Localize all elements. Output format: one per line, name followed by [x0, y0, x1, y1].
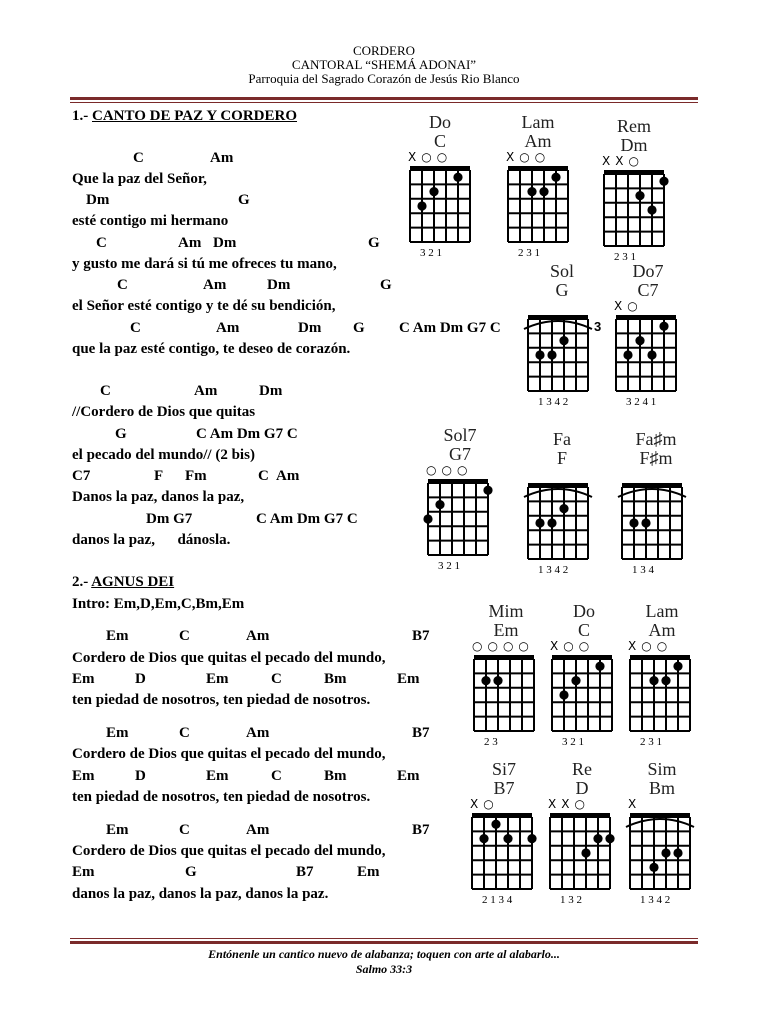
- chord-label: C: [271, 671, 282, 687]
- chord-finger-dot: [659, 322, 668, 331]
- chord-finger-dot: [479, 834, 488, 843]
- song1-lyric-l3: y gusto me dará si tú me ofreces tu mano,: [72, 256, 337, 272]
- chord-finger-dot: [647, 350, 656, 359]
- song1-lyric-l1: Que la paz del Señor,: [72, 171, 207, 187]
- song1-lyric-l5: que la paz esté contigo, te deseo de corazón.: [72, 341, 351, 357]
- chord-label: G: [238, 192, 250, 208]
- chord-finger-numbers: 3 2 1: [420, 247, 442, 259]
- chord-finger-numbers: 2 3: [484, 736, 498, 748]
- chord-label: C: [179, 822, 190, 838]
- chord-grid: [626, 602, 716, 752]
- chord-finger-dot: [661, 676, 670, 685]
- chord-nut: [630, 813, 690, 818]
- chord-finger-dot: [595, 662, 604, 671]
- chord-finger-dot: [571, 676, 580, 685]
- chord-finger-dot: [547, 518, 556, 527]
- song2-lyric-b1: ten piedad de nosotros, ten piedad de nosotros.: [72, 692, 371, 708]
- song1-heading: [72, 107, 297, 125]
- chord-nut: [474, 655, 534, 660]
- chord-finger-numbers: 2 3 1: [614, 251, 636, 263]
- chord-finger-dot: [647, 205, 656, 214]
- chord-nut: [552, 655, 612, 660]
- chord-name-english: F: [556, 448, 567, 468]
- header-title: CORDERO: [352, 43, 416, 58]
- chord-open-muted-markers: X○: [614, 299, 643, 313]
- chord-label: Bm: [324, 671, 347, 687]
- chord-open-muted-markers: X○○: [408, 150, 453, 164]
- chord-label: G: [115, 426, 127, 442]
- chord-finger-dot: [491, 820, 500, 829]
- chord-finger-dot: [673, 662, 682, 671]
- chord-grid: [404, 113, 494, 263]
- chord-label: G: [353, 320, 365, 336]
- chord-label: Em: [106, 725, 129, 741]
- chord-open-muted-markers: ○○○: [426, 463, 473, 477]
- chord-finger-dot: [661, 848, 670, 857]
- chord-finger-dot: [547, 350, 556, 359]
- chord-diagram-do7: [612, 262, 702, 412]
- chord-label: C: [258, 468, 269, 484]
- song2-number: 2.-: [72, 574, 89, 590]
- chord-name-spanish: Fa♯m: [635, 429, 677, 449]
- chord-label: Dm: [213, 235, 237, 251]
- chord-diagram-do: [404, 113, 494, 263]
- chord-finger-dot: [623, 350, 632, 359]
- chord-label: C: [130, 320, 141, 336]
- chord-finger-dot: [453, 173, 462, 182]
- chord-label: Em: [106, 628, 129, 644]
- chord-finger-dot: [581, 848, 590, 857]
- chord-finger-dot: [535, 350, 544, 359]
- chord-nut: [550, 813, 610, 818]
- song1-lyric-l4: el Señor esté contigo y te dé su bendición,: [72, 298, 336, 314]
- chord-grid: [526, 430, 616, 580]
- chord-open-muted-markers: X○○: [550, 639, 595, 653]
- chord-finger-dot: [483, 486, 492, 495]
- chord-label: Em: [72, 864, 95, 880]
- song1-title: CANTO DE PAZ Y CORDERO: [92, 108, 298, 124]
- chord-name-spanish: Fa: [553, 429, 571, 449]
- chord-open-muted-markers: X○○: [506, 150, 551, 164]
- chord-label: Em: [206, 768, 229, 784]
- chord-name-english: B7: [493, 778, 515, 798]
- chord-label: Em: [106, 822, 129, 838]
- chord-label: Am: [203, 277, 227, 293]
- chord-finger-dot: [635, 191, 644, 200]
- song1-lyric-l9: Danos la paz, danos la paz,: [72, 489, 245, 505]
- chord-nut: [616, 315, 676, 320]
- chord-name-spanish: Re: [572, 759, 592, 779]
- footer-rule-thick: [70, 941, 698, 944]
- chord-label: G: [368, 235, 380, 251]
- chord-label: C: [96, 235, 107, 251]
- chord-name-english: C: [433, 131, 446, 151]
- chord-finger-dot: [659, 177, 668, 186]
- footer-rule-thin: [70, 938, 698, 939]
- song2-heading: [72, 573, 174, 591]
- chord-nut: [622, 483, 682, 488]
- chord-label: C Am Dm G7 C: [196, 426, 298, 442]
- chord-finger-dot: [559, 336, 568, 345]
- chord-finger-dot: [423, 514, 432, 523]
- chord-finger-dot: [417, 201, 426, 210]
- chord-label: Dm: [86, 192, 110, 208]
- chord-fret-number: 3: [594, 319, 602, 334]
- chord-barre: [524, 489, 592, 497]
- chord-grid: [546, 760, 636, 910]
- chord-label: B7: [412, 725, 430, 741]
- song2-title: AGNUS DEI: [91, 574, 175, 590]
- chord-label: C: [271, 768, 282, 784]
- chord-open-muted-markers: XX○: [548, 797, 590, 811]
- chord-open-muted-markers: X○○: [628, 639, 673, 653]
- chord-name-spanish: Do: [573, 601, 595, 621]
- chord-label: D: [135, 671, 146, 687]
- chord-finger-dot: [435, 500, 444, 509]
- chord-finger-dot: [641, 518, 650, 527]
- chord-grid: [526, 262, 616, 412]
- chord-name-english: Am: [524, 131, 552, 151]
- chord-label: Em: [72, 768, 95, 784]
- chord-open-muted-markers: XX○: [602, 154, 644, 168]
- chord-label: Em: [206, 671, 229, 687]
- chord-finger-numbers: 1 3 4 2: [538, 564, 569, 576]
- chord-name-english: Bm: [648, 778, 675, 798]
- chord-finger-dot: [535, 518, 544, 527]
- chord-name-spanish: Sol7: [443, 425, 477, 445]
- chord-diagram-fa: [526, 430, 616, 580]
- chord-finger-numbers: 1 3 4 2: [640, 894, 671, 906]
- chord-nut: [604, 170, 664, 175]
- chord-finger-dot: [429, 187, 438, 196]
- chord-finger-dot: [605, 834, 614, 843]
- chord-label: C: [133, 150, 144, 166]
- chord-label: C: [100, 383, 111, 399]
- chord-finger-numbers: 3 2 1: [562, 736, 584, 748]
- chord-label: G: [185, 864, 197, 880]
- chord-finger-numbers: 1 3 2: [560, 894, 582, 906]
- chord-label: Dm: [298, 320, 322, 336]
- chord-grid: [548, 602, 638, 752]
- song1-lyric-l10: danos la paz, dánosla.: [72, 532, 231, 548]
- chord-diagram-sol: [526, 262, 616, 412]
- chord-label: Dm: [259, 383, 283, 399]
- chord-name-spanish: Rem: [617, 116, 651, 136]
- chord-diagram-sol7: [424, 426, 514, 576]
- chord-label: Am: [210, 150, 234, 166]
- chord-label: Em: [397, 768, 420, 784]
- song1-lyric-l7: el pecado del mundo// (2 bis): [72, 447, 255, 463]
- chord-diagram-do: [548, 602, 638, 752]
- chord-name-english: F♯m: [639, 448, 673, 468]
- chord-label: Am: [216, 320, 240, 336]
- footer-verse: Entónenle un cantico nuevo de alabanza; toquen con arte al alabarlo...: [208, 947, 560, 961]
- chord-label: Am: [276, 468, 300, 484]
- chord-finger-dot: [629, 518, 638, 527]
- chord-diagram-re: [546, 760, 636, 910]
- chord-finger-numbers: 2 3 1: [640, 736, 662, 748]
- chord-label: C Am Dm G7 C: [256, 511, 358, 527]
- chord-label: Am: [194, 383, 218, 399]
- song2-lyric-b2: ten piedad de nosotros, ten piedad de nosotros.: [72, 789, 371, 805]
- chord-finger-dot: [539, 187, 548, 196]
- chord-grid: [620, 430, 710, 580]
- song1-number: 1.-: [72, 108, 89, 124]
- chord-name-english: G: [555, 280, 569, 300]
- chord-label: Am: [178, 235, 202, 251]
- chord-nut: [428, 479, 488, 484]
- chord-label: Em: [357, 864, 380, 880]
- song2-intro: Intro: Em,D,Em,C,Bm,Em: [72, 596, 245, 612]
- chord-diagram-si7: [468, 760, 558, 910]
- chord-name-english: C7: [637, 280, 659, 300]
- song2-lyric-a2: Cordero de Dios que quitas el pecado del mundo,: [72, 746, 386, 762]
- chord-label: Am: [246, 725, 270, 741]
- chord-finger-dot: [649, 863, 658, 872]
- chord-finger-dot: [527, 187, 536, 196]
- chord-finger-dot: [493, 676, 502, 685]
- chord-name-spanish: Do: [429, 112, 451, 132]
- chord-finger-numbers: 2 3 1: [518, 247, 540, 259]
- chord-open-muted-markers: X○: [470, 797, 499, 811]
- chord-label: Fm: [185, 468, 207, 484]
- chord-finger-dot: [635, 336, 644, 345]
- chord-barre: [626, 819, 694, 827]
- chord-finger-dot: [481, 676, 490, 685]
- chord-finger-numbers: 2 1 3 4: [482, 894, 513, 906]
- chord-label: Em: [397, 671, 420, 687]
- chord-name-spanish: Si7: [491, 759, 516, 779]
- chord-nut: [528, 315, 588, 320]
- chord-label: Dm: [267, 277, 291, 293]
- song1-lyric-l2: esté contigo mi hermano: [72, 213, 229, 229]
- chord-finger-numbers: 3 2 4 1: [626, 396, 657, 408]
- chord-label: C7: [72, 468, 91, 484]
- chord-finger-dot: [673, 848, 682, 857]
- song2-lyric-a1: Cordero de Dios que quitas el pecado del mundo,: [72, 650, 386, 666]
- chord-grid: [612, 262, 702, 412]
- chord-name-spanish: Sim: [647, 759, 677, 779]
- chord-diagram-sim: [626, 760, 716, 910]
- chord-finger-dot: [527, 834, 536, 843]
- chord-diagram-lam: [502, 113, 592, 263]
- chord-label: Bm: [324, 768, 347, 784]
- chord-label: F: [154, 468, 164, 484]
- chord-grid: [424, 426, 514, 576]
- chord-name-english: C: [577, 620, 590, 640]
- chord-diagram-fasm: [620, 430, 710, 580]
- chord-name-english: Dm: [620, 135, 648, 155]
- chord-label: Am: [246, 628, 270, 644]
- chord-name-spanish: Lam: [645, 601, 679, 621]
- chord-name-spanish: Sol: [549, 261, 574, 281]
- chord-open-muted-markers: ○○○○: [472, 639, 534, 653]
- chord-label: Dm G7: [146, 511, 193, 527]
- chord-name-english: D: [575, 778, 589, 798]
- chord-name-english: G7: [449, 444, 471, 464]
- chord-name-english: Em: [493, 620, 519, 640]
- chord-finger-dot: [559, 690, 568, 699]
- chord-grid: [468, 760, 558, 910]
- chord-label: C Am Dm G7 C: [399, 320, 501, 336]
- chord-finger-dot: [593, 834, 602, 843]
- chord-label: B7: [412, 822, 430, 838]
- chord-name-spanish: Mim: [488, 601, 524, 621]
- chord-finger-dot: [649, 676, 658, 685]
- chord-finger-numbers: 3 2 1: [438, 560, 460, 572]
- chord-finger-dot: [551, 173, 560, 182]
- header-rule-thick: [70, 97, 698, 100]
- chord-label: Am: [246, 822, 270, 838]
- chord-finger-numbers: 1 3 4: [632, 564, 654, 576]
- song1-lyric-l6: //Cordero de Dios que quitas: [72, 404, 256, 420]
- chord-label: C: [179, 725, 190, 741]
- chord-label: B7: [296, 864, 314, 880]
- chord-label: Em: [72, 671, 95, 687]
- header-parish: Parroquia del Sagrado Corazón de Jesús Rio Blanco: [248, 71, 520, 86]
- header-rule-thin: [70, 102, 698, 103]
- chord-nut: [630, 655, 690, 660]
- chord-name-spanish: Lam: [521, 112, 555, 132]
- chord-nut: [508, 166, 568, 171]
- chord-grid: [470, 602, 560, 752]
- chord-label: D: [135, 768, 146, 784]
- header-cantoral: CANTORAL “SHEMÁ ADONAI”: [291, 57, 477, 72]
- song2-lyric-a3: Cordero de Dios que quitas el pecado del mundo,: [72, 843, 386, 859]
- footer-reference: Salmo 33:3: [355, 962, 413, 976]
- song2-lyric-c: danos la paz, danos la paz, danos la paz.: [72, 886, 329, 902]
- chord-diagram-lam: [626, 602, 716, 752]
- chord-name-english: Am: [648, 620, 676, 640]
- chord-name-spanish: Do7: [632, 261, 664, 281]
- chord-barre: [618, 489, 686, 497]
- chord-finger-numbers: 1 3 4 2: [538, 396, 569, 408]
- chord-grid: [626, 760, 716, 910]
- document-header: [0, 44, 768, 86]
- chord-diagram-mim: [470, 602, 560, 752]
- chord-grid: [502, 113, 592, 263]
- chord-grid: [598, 117, 688, 267]
- chord-nut: [528, 483, 588, 488]
- chord-diagram-rem: [598, 117, 688, 267]
- chord-finger-dot: [559, 504, 568, 513]
- chord-nut: [472, 813, 532, 818]
- chord-label: G: [380, 277, 392, 293]
- chord-label: C: [117, 277, 128, 293]
- chord-label: B7: [412, 628, 430, 644]
- chord-open-muted-markers: X: [628, 797, 642, 811]
- chord-barre: [524, 321, 592, 329]
- chord-nut: [410, 166, 470, 171]
- chord-finger-dot: [503, 834, 512, 843]
- chord-label: C: [179, 628, 190, 644]
